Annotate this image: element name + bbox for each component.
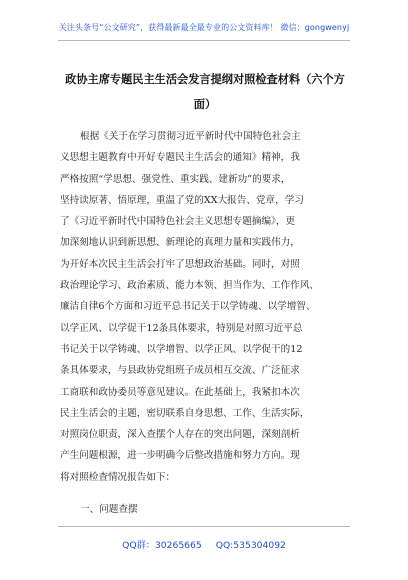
paragraph-line: 坚持读原著、悟原理，重温了党的XX大报告、党章，学习 [60, 194, 304, 206]
footer [0, 537, 408, 551]
paragraph-line: 产生问题根源，进一步明确今后整改措施和努力方向。现 [60, 450, 300, 462]
paragraph-line: 廉洁自律6个方面和习近平总书记关于以学铸魂、以学增智、 [60, 301, 316, 313]
paragraph-line: 了《习近平新时代中国特色社会主义思想专题摘编》，更 [60, 216, 296, 228]
paragraph-line: 以学正风、以学促干12条具体要求，特别是对照习近平总 [60, 322, 303, 334]
title-line-1: 政协主席专题民主生活会发言提纲对照检查材料（六个方 [65, 73, 345, 86]
footer-qq-group: QQ群：30265665 [122, 540, 202, 551]
paragraph-line: 工商联和政协委员等意见建议。在此基础上，我紧扣本次 [60, 386, 300, 398]
title-line-2: 面） [193, 98, 217, 111]
paragraph-line: 民主生活会的主题，密切联系自身思想、工作、生活实际， [60, 407, 310, 419]
header-divider [58, 40, 350, 41]
paragraph-line: 将对照检查情况报告如下： [60, 471, 176, 483]
body-paragraph [60, 126, 352, 488]
paragraph-line: 书记关于以学铸魂、以学增智、以学正风、以学促干的12 [60, 343, 303, 355]
paragraph-line: 对照岗位职责，深入查摆个人存在的突出问题，深刻剖析 [60, 429, 300, 441]
footer-qq: QQ:535304092 [215, 540, 286, 551]
paragraph-line: 政治理论学习、政治素质、能力本领、担当作为、工作作风、 [60, 280, 320, 292]
footer-divider [58, 526, 350, 527]
paragraph-line: 为开好本次民主生活会打牢了思想政治基础。同时，对照 [60, 258, 300, 270]
section-heading: 一、问题查摆 [80, 504, 138, 515]
paragraph-line: 条具体要求，与县政协党组班子成员相互交流、广泛征求 [60, 365, 300, 377]
paragraph-line: 根据《关于在学习贯彻习近平新时代中国特色社会主 [80, 131, 301, 142]
document-title [60, 67, 350, 117]
header-banner: 关注头条号“公文研究”，获得最新最全最专业的公文资料库！ 微信：gongwenyj [58, 23, 350, 32]
paragraph-line: 严格按照“学思想、强党性、重实践、建新功”的要求， [60, 173, 291, 185]
paragraph-line: 加深刻地认识到新思想、新理论的真理力量和实践伟力， [60, 237, 300, 249]
paragraph-line: 义思想主题教育中开好专题民主生活会的通知》精神，我 [60, 152, 300, 164]
